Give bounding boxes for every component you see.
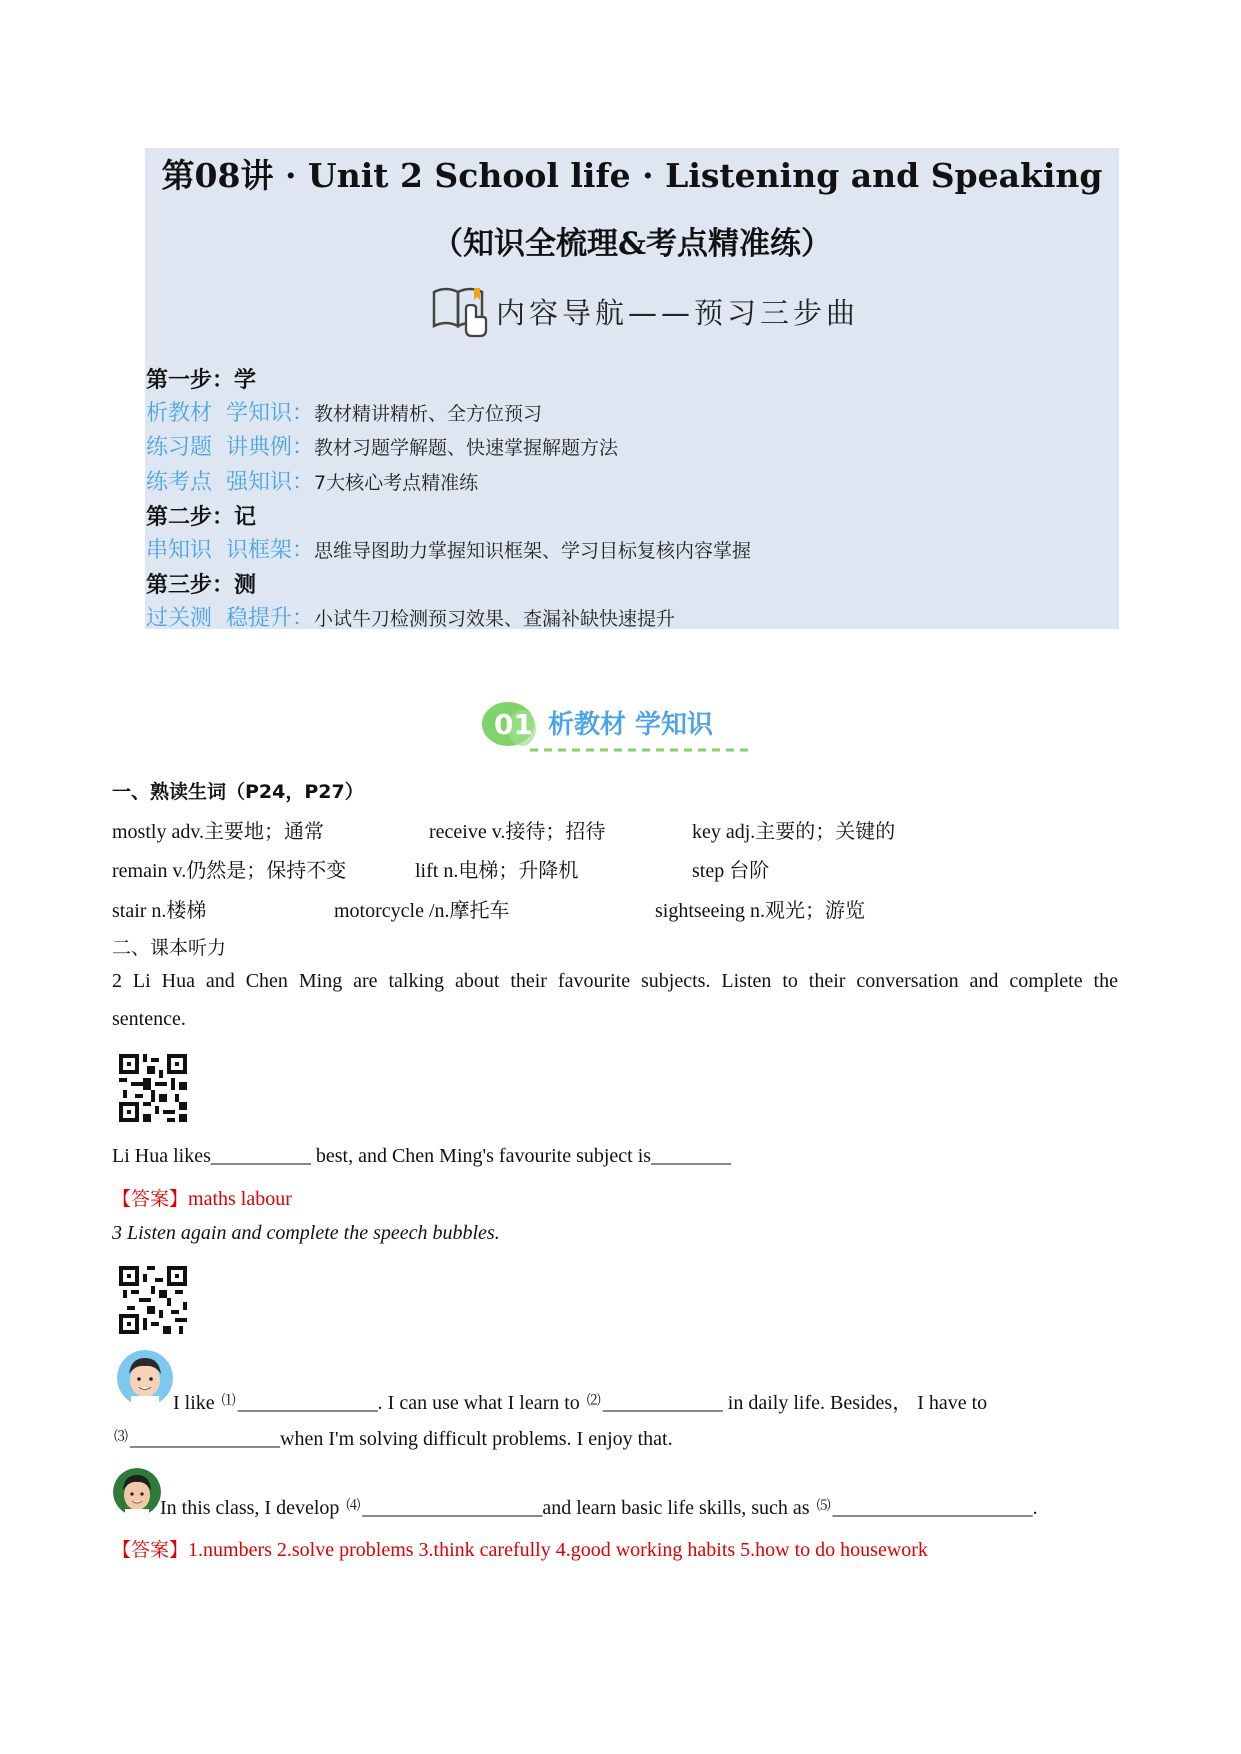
- question-2-sentence: Li Hua likes__________ best, and Chen Ming's favourite subject is________: [112, 1145, 732, 1167]
- step-description: 7大核心考点精准练: [314, 472, 479, 494]
- step-description: 教材精讲精析、全方位预习: [314, 403, 543, 425]
- question-2-text: 2 Li Hua and Chen Ming are talking about their favourite subjects. Listen to their conversation and complete the: [112, 970, 1118, 992]
- step-label: 练考点 强知识：: [146, 470, 314, 495]
- step-description: 小试牛刀检测预习效果、查漏补缺快速提升: [314, 608, 676, 630]
- step-3-heading: 第三步：测: [146, 573, 257, 598]
- vocab-text: remain v.仍然是；保持不变: [112, 860, 347, 882]
- question-2-text-cont: sentence.: [112, 1008, 186, 1030]
- vocab-item: [415, 854, 578, 883]
- bubble-text: ______________. I can use what I learn to: [237, 1392, 580, 1414]
- speech-bubble-1-line2: [112, 1426, 673, 1451]
- badge-number: 01: [494, 708, 533, 741]
- vocab-item: [429, 815, 605, 844]
- speech-bubble-2: [160, 1495, 1038, 1520]
- vocab-item: [692, 854, 769, 883]
- vocab-text: lift n.电梯；升降机: [415, 860, 579, 882]
- step-label: 串知识 识框架：: [146, 538, 314, 563]
- vocab-item: [112, 854, 346, 883]
- vocab-text: stair n.楼梯: [112, 900, 207, 922]
- blank-number: ⑷: [346, 1499, 361, 1514]
- vocab-item: [112, 894, 206, 923]
- vocab-text: motorcycle /n.摩托车: [334, 900, 510, 922]
- question-3-prompt: 3 Listen again and complete the speech bubbles.: [112, 1222, 500, 1244]
- answer-text: maths labour: [188, 1188, 292, 1210]
- book-pointer-icon: [430, 278, 492, 345]
- bubble-text: __________________and learn basic life skills, such as: [362, 1497, 810, 1519]
- blank-number: ⑴: [221, 1394, 236, 1409]
- page-subtitle: （知识全梳理&考点精准练）: [432, 226, 832, 262]
- step-label: 练习题 讲典例：: [146, 435, 314, 460]
- step-1-heading: 第一步：学: [146, 368, 257, 393]
- step-2-heading: 第二步：记: [146, 505, 257, 530]
- step-label: 析教材 学知识：: [146, 401, 314, 426]
- bubble-text: ____________ in daily life. Besides， I have to: [602, 1392, 988, 1414]
- step-1-row-3: [146, 465, 478, 496]
- qr-code-icon[interactable]: [119, 1054, 187, 1122]
- vocab-text: key adj.主要的；关键的: [692, 821, 896, 843]
- section-badge: [480, 698, 760, 756]
- nav-title: 内容导航——预习三步曲: [496, 295, 860, 330]
- vocab-text: mostly adv.主要地；通常: [112, 821, 325, 843]
- vocab-heading: 一、熟读生词（P24，P27）: [112, 781, 364, 803]
- blank-number: ⑵: [586, 1394, 601, 1409]
- vocab-item: [334, 894, 510, 923]
- step-description: 思维导图助力掌握知识框架、学习目标复核内容掌握: [314, 540, 752, 562]
- bubble-text: I like: [173, 1392, 215, 1414]
- question-3-answer: [112, 1535, 928, 1562]
- vocab-item: [112, 815, 324, 844]
- page-title: 第08讲 · Unit 2 School life · Listening and Speaking: [161, 156, 1103, 195]
- vocab-text: step 台阶: [692, 860, 770, 882]
- bubble-text: ____________________.: [832, 1497, 1038, 1519]
- boy-avatar: [113, 1468, 161, 1516]
- step-label: 过关测 稳提升：: [146, 606, 314, 631]
- blank-number: ⑸: [816, 1499, 831, 1514]
- vocab-text: sightseeing n.观光；游览: [655, 900, 865, 922]
- vocab-item: [655, 894, 865, 923]
- step-description: 教材习题学解题、快速掌握解题方法: [314, 437, 619, 459]
- blank-number: ⑶: [114, 1430, 128, 1445]
- badge-title: 析教材 学知识: [548, 710, 714, 740]
- content-navigation: [430, 280, 859, 342]
- boy-avatar: [117, 1350, 173, 1406]
- bubble-text: In this class, I develop: [160, 1497, 340, 1519]
- listening-heading: 二、课本听力: [112, 937, 227, 959]
- qr-code-icon[interactable]: [119, 1266, 187, 1334]
- answer-tag: 【答案】: [112, 1188, 189, 1210]
- answer-tag: 【答案】: [112, 1539, 189, 1561]
- vocab-text: receive v.接待；招待: [429, 821, 606, 843]
- answer-text: 1.numbers 2.solve problems 3.think carefully 4.good working habits 5.how to do housework: [188, 1539, 928, 1561]
- step-3-row-1: [146, 601, 675, 632]
- step-1-row-1: [146, 396, 542, 427]
- step-2-row-1: [146, 533, 751, 564]
- vocab-item: [692, 815, 895, 844]
- bubble-text: _______________when I'm solving difficult problems. I enjoy that.: [130, 1428, 673, 1450]
- speech-bubble-1-line1: [173, 1386, 987, 1415]
- question-2-answer: [112, 1184, 292, 1211]
- step-1-row-2: [146, 430, 618, 461]
